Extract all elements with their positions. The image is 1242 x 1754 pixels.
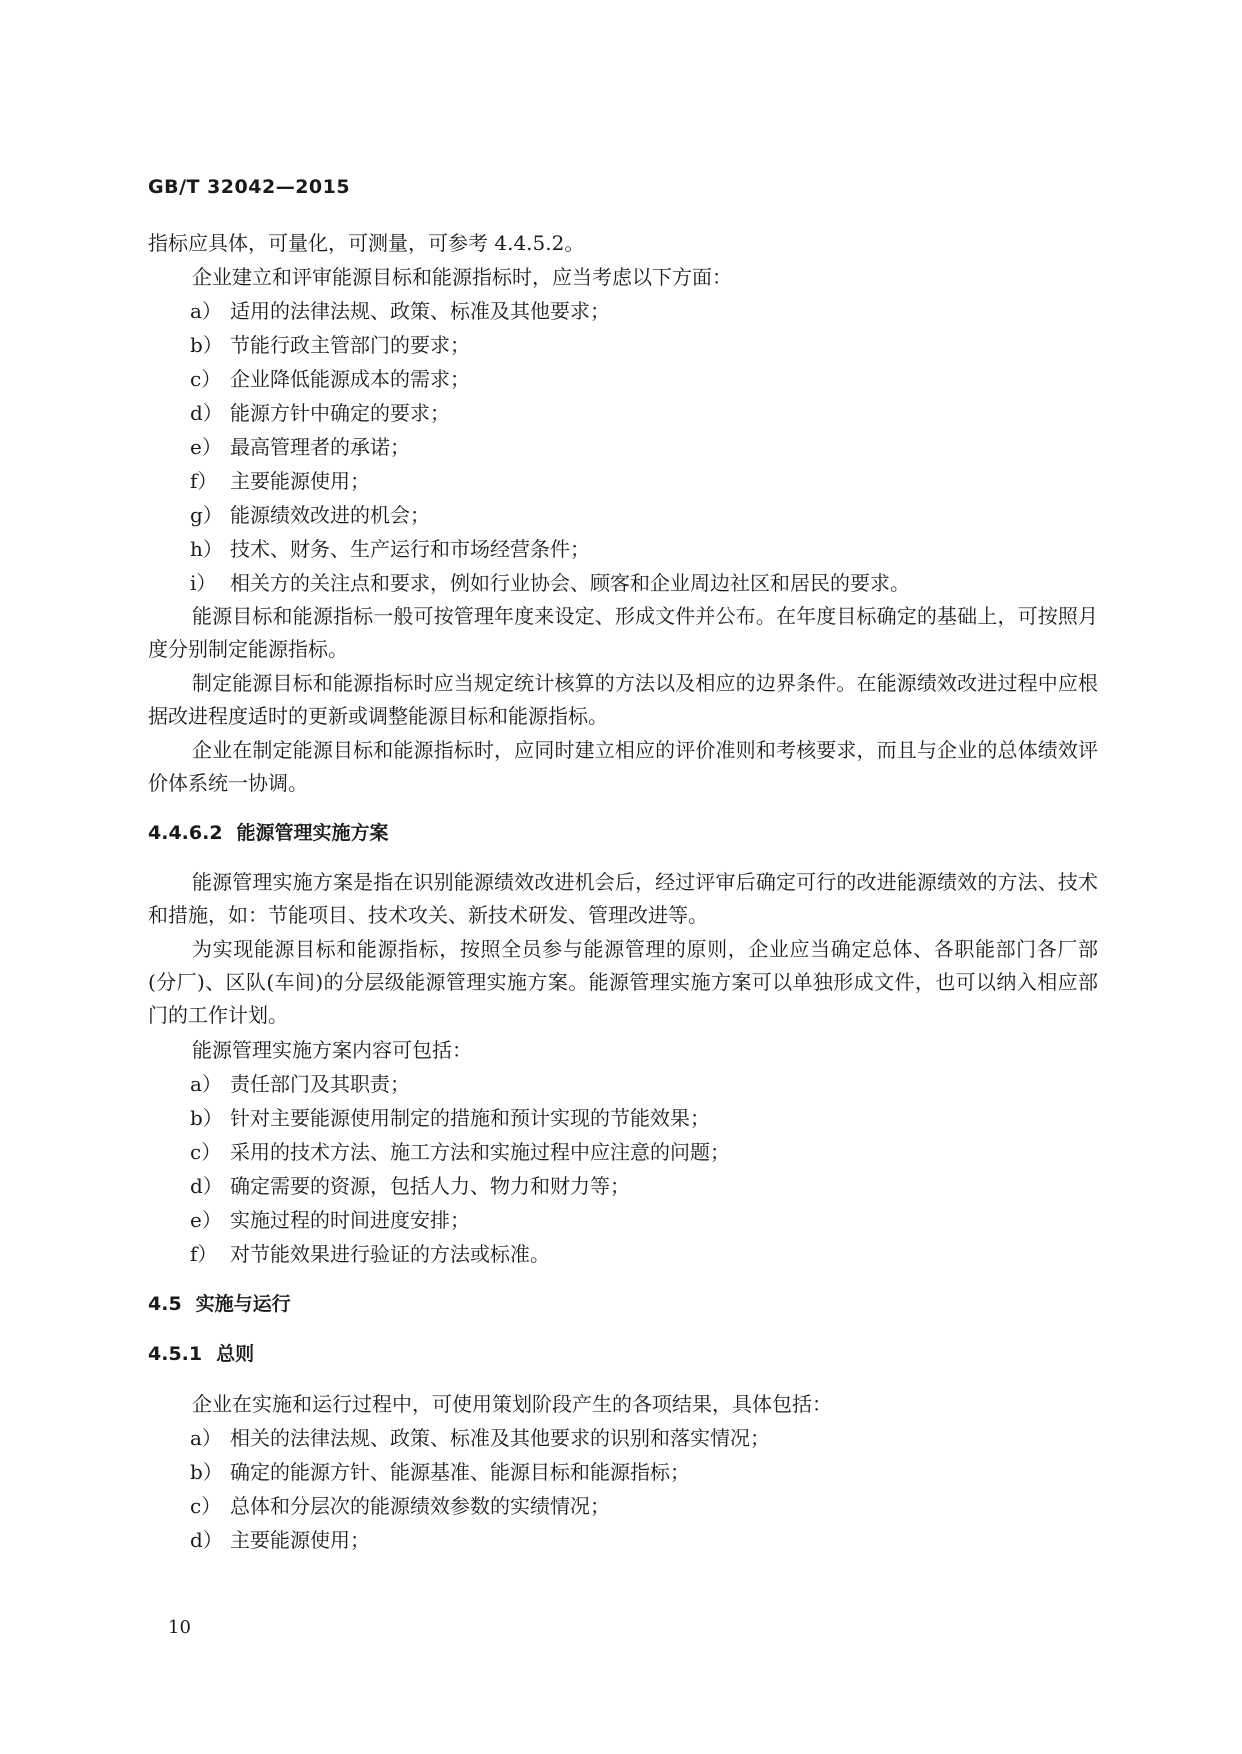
- list-item-label: a）: [190, 299, 222, 323]
- list-item-text: 能源方针中确定的要求；: [230, 401, 450, 425]
- planning-results-list: [148, 1421, 1098, 1557]
- list-item: [148, 1101, 1098, 1135]
- list-item-label: c）: [190, 367, 222, 391]
- list-item-label: b）: [190, 333, 223, 357]
- paragraph: 为实现能源目标和能源指标，按照全员参与能源管理的原则，企业应当确定总体、各职能部门各厂部(分厂)、区队(车间)的分层级能源管理实施方案。能源管理实施方案可以单独形成文件，也可以纳入相应部门的工作计划。: [148, 937, 1098, 1027]
- list-item-text: 实施过程的时间进度安排；: [230, 1208, 470, 1232]
- section-number: 4.5.1: [148, 1343, 203, 1365]
- list-lead: 能源管理实施方案内容可包括：: [192, 1038, 472, 1062]
- list-item: [148, 362, 1098, 396]
- list-item: [148, 1169, 1098, 1203]
- list-item: [148, 1523, 1098, 1557]
- list-item: [148, 498, 1098, 532]
- page-number: 10: [168, 1617, 191, 1638]
- document-header: GB/T 32042—2015: [148, 176, 351, 198]
- section-heading-4-4-6-2: [148, 816, 1098, 850]
- section-title: 实施与运行: [195, 1293, 291, 1315]
- list-item-label: c）: [190, 1140, 222, 1164]
- list-item-label: f）: [190, 469, 218, 493]
- list-item-text: 节能行政主管部门的要求；: [230, 333, 470, 357]
- paragraph: 能源目标和能源指标一般可按管理年度来设定、形成文件并公布。在年度目标确定的基础上，可按照月度分别制定能源指标。: [148, 604, 1098, 661]
- list-item-label: h）: [190, 537, 223, 561]
- section-heading-4-5-1: [148, 1337, 1098, 1371]
- list-item: [148, 464, 1098, 498]
- list-item-label: d）: [190, 401, 223, 425]
- list-item-label: a）: [190, 1426, 222, 1450]
- list-item: [148, 1135, 1098, 1169]
- list-item-text: 总体和分层次的能源绩效参数的实绩情况；: [230, 1494, 610, 1518]
- list-item-text: 最高管理者的承诺；: [230, 435, 410, 459]
- section-number: 4.4.6.2: [148, 822, 223, 844]
- list-item-text: 主要能源使用；: [230, 469, 370, 493]
- list-item-text: 对节能效果进行验证的方法或标准。: [230, 1242, 550, 1266]
- list-item-label: g）: [190, 503, 223, 527]
- continued-line: 指标应具体，可量化，可测量，可参考 4.4.5.2。: [148, 231, 585, 255]
- list-item: [148, 328, 1098, 362]
- section-title: 能源管理实施方案: [236, 822, 389, 844]
- list-item-label: d）: [190, 1528, 223, 1552]
- list-item-label: f）: [190, 1242, 218, 1266]
- list-item: [148, 1489, 1098, 1523]
- list-item: [148, 566, 1098, 600]
- plan-contents-list: [148, 1067, 1098, 1271]
- list-item-text: 技术、财务、生产运行和市场经营条件；: [230, 537, 590, 561]
- list-item-text: 责任部门及其职责；: [230, 1072, 410, 1096]
- list-item: [148, 1237, 1098, 1271]
- list-item-text: 相关的法律法规、政策、标准及其他要求的识别和落实情况；: [230, 1426, 770, 1450]
- list-item-text: 能源绩效改进的机会；: [230, 503, 430, 527]
- list-lead: 企业建立和评审能源目标和能源指标时，应当考虑以下方面：: [192, 265, 732, 289]
- paragraph: 制定能源目标和能源指标时应当规定统计核算的方法以及相应的边界条件。在能源绩效改进过程中应根据改进程度适时的更新或调整能源目标和能源指标。: [148, 671, 1098, 728]
- list-item: [148, 1455, 1098, 1489]
- list-item-label: a）: [190, 1072, 222, 1096]
- list-item-label: b）: [190, 1460, 223, 1484]
- paragraph: 能源管理实施方案是指在识别能源绩效改进机会后，经过评审后确定可行的改进能源绩效的方法、技术和措施，如：节能项目、技术攻关、新技术研发、管理改进等。: [148, 870, 1098, 927]
- list-item-label: i）: [190, 571, 217, 595]
- list-item-label: b）: [190, 1106, 223, 1130]
- list-item-text: 企业降低能源成本的需求；: [230, 367, 470, 391]
- list-item-text: 主要能源使用；: [230, 1528, 370, 1552]
- list-item: [148, 1067, 1098, 1101]
- list-item-text: 确定的能源方针、能源基准、能源目标和能源指标；: [230, 1460, 690, 1484]
- page-body: [148, 226, 1098, 1557]
- considerations-list: [148, 294, 1098, 600]
- list-item-text: 相关方的关注点和要求，例如行业协会、顾客和企业周边社区和居民的要求。: [230, 571, 910, 595]
- list-item: [148, 1421, 1098, 1455]
- list-item-text: 适用的法律法规、政策、标准及其他要求；: [230, 299, 610, 323]
- list-item-text: 针对主要能源使用制定的措施和预计实现的节能效果；: [230, 1106, 710, 1130]
- list-item-text: 确定需要的资源，包括人力、物力和财力等；: [230, 1174, 630, 1198]
- list-item-label: e）: [190, 1208, 222, 1232]
- list-item-label: c）: [190, 1494, 222, 1518]
- list-item-label: d）: [190, 1174, 223, 1198]
- section-heading-4-5: [148, 1287, 1098, 1321]
- list-lead: 企业在实施和运行过程中，可使用策划阶段产生的各项结果，具体包括：: [192, 1392, 832, 1416]
- list-item: [148, 396, 1098, 430]
- list-item: [148, 294, 1098, 328]
- list-item: [148, 430, 1098, 464]
- list-item: [148, 532, 1098, 566]
- section-number: 4.5: [148, 1293, 182, 1315]
- paragraph: 企业在制定能源目标和能源指标时，应同时建立相应的评价准则和考核要求，而且与企业的总体绩效评价体系统一协调。: [148, 738, 1098, 795]
- section-title: 总则: [216, 1343, 255, 1365]
- list-item-text: 采用的技术方法、施工方法和实施过程中应注意的问题；: [230, 1140, 730, 1164]
- list-item: [148, 1203, 1098, 1237]
- list-item-label: e）: [190, 435, 222, 459]
